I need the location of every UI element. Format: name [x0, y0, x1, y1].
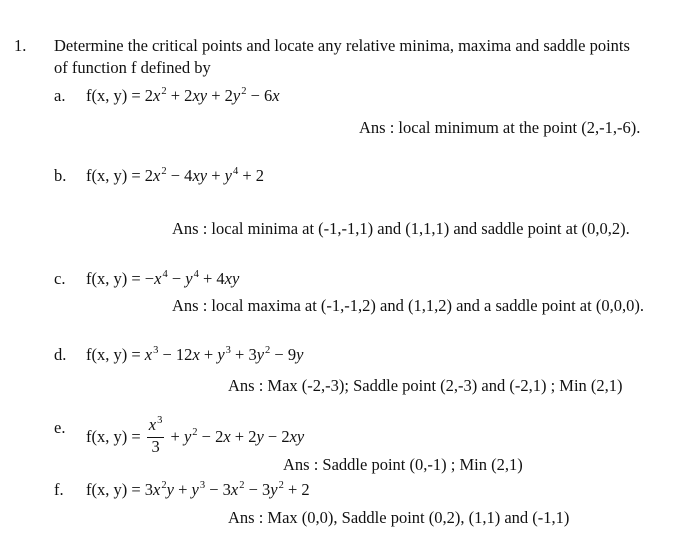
part-f-answer: Ans : Max (0,0), Saddle point (0,2), (1,1) and (-1,1)	[228, 508, 570, 527]
part-b-function: f(x, $y) = 2x^2 - 4xy + y^4 + 2$	[86, 166, 265, 185]
part-e-label: e.	[54, 418, 66, 437]
part-c-function: f(x, $y) = -x^4 - y^4 + 4xy$	[86, 269, 240, 288]
part-f-label: f.	[54, 480, 64, 499]
part-a-label: a.	[54, 86, 66, 105]
part-d-answer: Ans : Max (-2,-3); Saddle point (2,-3) and (-2,1) ; Min (2,1)	[228, 376, 623, 395]
problem-number: 1.	[14, 36, 27, 55]
part-e-function: f(x, y) = $\frac{x^3}{3}$ + $y^2 - 2x + 2y - 2xy$	[86, 415, 305, 456]
part-e-lhs: f(x, y) =	[86, 426, 145, 446]
part-e-answer: Ans : Saddle point (0,-1) ; Min (2,1)	[283, 455, 523, 474]
part-f-function: f(x, $y) = 3x^2y + y^3 - 3x^2 - 3y^2 + 2$	[86, 480, 310, 499]
part-d-label: d.	[54, 345, 67, 364]
part-c-answer: Ans : local maxima at (-1,-1,2) and (1,1,2) and a saddle point at (0,0,0).	[172, 296, 644, 315]
part-d-lhs: f(x, y) =	[86, 345, 145, 364]
part-a-answer: Ans : local minimum at the point (2,-1,-6).	[359, 118, 641, 137]
part-d-function: f(x, $y) = x^3 - 12x + y^3 + 3y^2 - 9y$	[86, 345, 304, 364]
part-b-label: b.	[54, 166, 67, 185]
part-c-lhs: f(x, y) =	[86, 269, 145, 288]
part-a-function: f(x, $y) = 2x^2 + 2xy + 2y^2 - 6x$	[86, 86, 280, 105]
part-b-lhs: f(x, y) =	[86, 166, 145, 185]
part-c-label: c.	[54, 269, 66, 288]
problem-statement-line-1: Determine the critical points and locate any relative minima, maxima and saddle points	[54, 36, 630, 55]
part-b-answer: Ans : local minima at (-1,-1,1) and (1,1,1) and saddle point at (0,0,2).	[172, 219, 630, 238]
part-e-fraction: $\frac{x^3}{3}$	[148, 415, 163, 456]
part-a-lhs: f(x, y) =	[86, 86, 145, 105]
part-f-lhs: f(x, y) =	[86, 480, 145, 499]
problem-statement-line-2: of function f defined by	[54, 58, 211, 77]
